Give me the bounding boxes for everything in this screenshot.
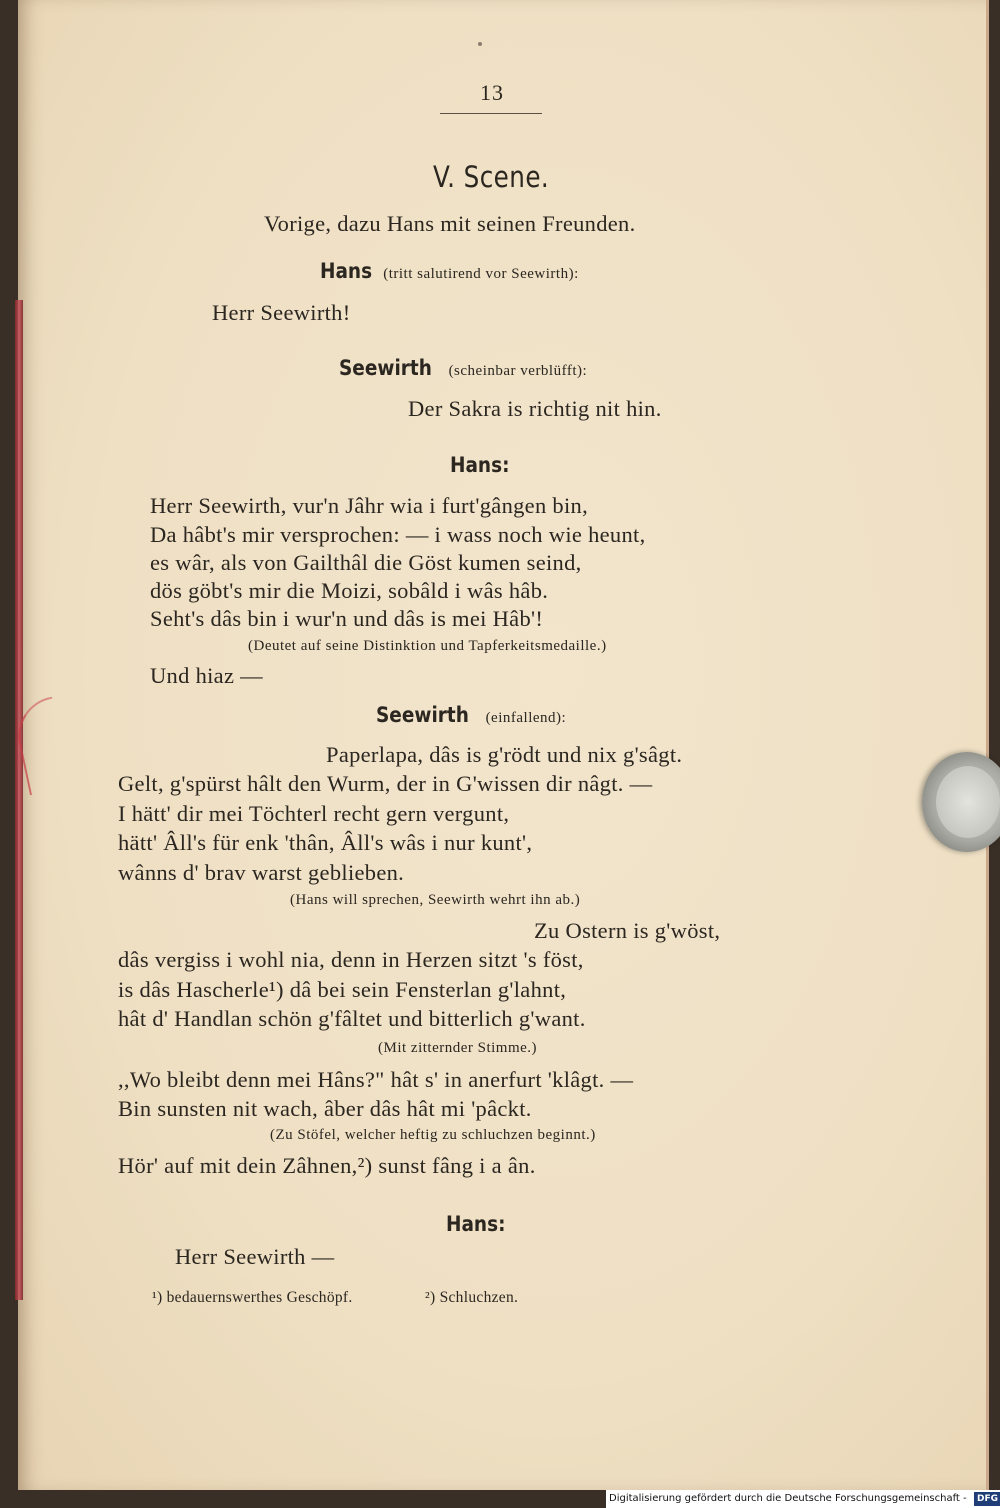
dfg-logo: DFG <box>974 1492 1000 1506</box>
digitization-credit <box>606 1490 1000 1508</box>
dialogue-line: Herr Seewirth! <box>212 300 351 325</box>
dialogue-line: ,,Wo bleibt denn mei Hâns?" hât s' in anerfurt 'klâgt. — <box>118 1067 634 1092</box>
dialogue-line: Gelt, g'spürst hâlt den Wurm, der in G'wissen dir nâgt. — <box>118 771 653 796</box>
speaker-name: Hans: <box>450 453 510 477</box>
speaker-cue <box>339 356 587 380</box>
page-speck <box>478 42 482 46</box>
dialogue-line: Herr Seewirth — <box>175 1244 335 1269</box>
footnote: ¹) bedauernswerthes Geschöpf. <box>152 1289 353 1306</box>
page-number: 13 <box>480 80 504 105</box>
speaker-cue <box>376 703 566 727</box>
speaker-cue <box>320 259 579 283</box>
dialogue-line: dös göbt's mir die Moizi, sobâld i wâs hâb. <box>150 578 549 603</box>
footnote: ²) Schluchzen. <box>425 1289 519 1306</box>
dialogue-line: Zu Ostern is g'wöst, <box>534 918 721 943</box>
dialogue-line: Herr Seewirth, vur'n Jâhr wia i furt'gângen bin, <box>150 493 589 518</box>
speaker-name: Hans <box>320 259 373 283</box>
dialogue-line: Bin sunsten nit wach, âber dâs hât mi 'pâckt. <box>118 1096 532 1121</box>
stage-direction: (tritt salutirend vor Seewirth): <box>383 266 579 282</box>
speaker-name: Seewirth <box>376 703 469 727</box>
dialogue-line: Seht's dâs bin i wur'n und dâs is mei Hâb'! <box>150 606 544 631</box>
credit-text: Digitalisierung gefördert durch die Deutsche Forschungsgemeinschaft - <box>609 1493 967 1504</box>
stage-direction: (Mit zitternder Stimme.) <box>378 1040 538 1056</box>
dialogue-line: Hör' auf mit dein Zâhnen,²) sunst fâng i a ân. <box>118 1153 536 1178</box>
dialogue-line: I hätt' dir mei Töchterl recht gern vergunt, <box>118 801 510 826</box>
dialogue-line: Und hiaz — <box>150 663 263 688</box>
speaker-name: Hans: <box>446 1212 506 1236</box>
dialogue-line: Paperlapa, dâs is g'rödt und nix g'sâgt. <box>326 742 683 767</box>
dialogue-line: Der Sakra is richtig nit hin. <box>408 396 662 421</box>
scene-title: V. Scene. <box>433 160 550 194</box>
red-binding-thread <box>15 300 23 1300</box>
speaker-name: Seewirth <box>339 356 432 380</box>
dialogue-line: is dâs Hascherle¹) dâ bei sein Fensterlan g'lahnt, <box>118 977 567 1002</box>
dialogue-line: hätt' Âll's für enk 'thân, Âll's wâs i nur kunt', <box>118 830 533 855</box>
dialogue-line: hât d' Handlan schön g'fâltet und bitterlich g'want. <box>118 1006 586 1031</box>
dialogue-line: wânns d' brav warst geblieben. <box>118 860 405 885</box>
stage-direction: (Zu Stöfel, welcher heftig zu schluchzen beginnt.) <box>270 1127 596 1143</box>
dialogue-line: dâs vergiss i wohl nia, denn in Herzen sitzt 's föst, <box>118 947 584 972</box>
scene-intro: Vorige, dazu Hans mit seinen Freunden. <box>264 211 636 236</box>
dialogue-line: es wâr, als von Gailthâl die Göst kumen seind, <box>150 550 582 575</box>
stage-direction: (scheinbar verblüfft): <box>448 363 588 379</box>
stage-direction: (Hans will sprechen, Seewirth wehrt ihn ab.) <box>290 892 581 908</box>
page-number-rule <box>440 113 542 114</box>
stage-direction: (einfallend): <box>485 710 567 726</box>
stage-direction: (Deutet auf seine Distinktion und Tapferkeitsmedaille.) <box>248 638 607 654</box>
dialogue-line: Da hâbt's mir versprochen: — i wass noch wie heunt, <box>150 522 646 547</box>
